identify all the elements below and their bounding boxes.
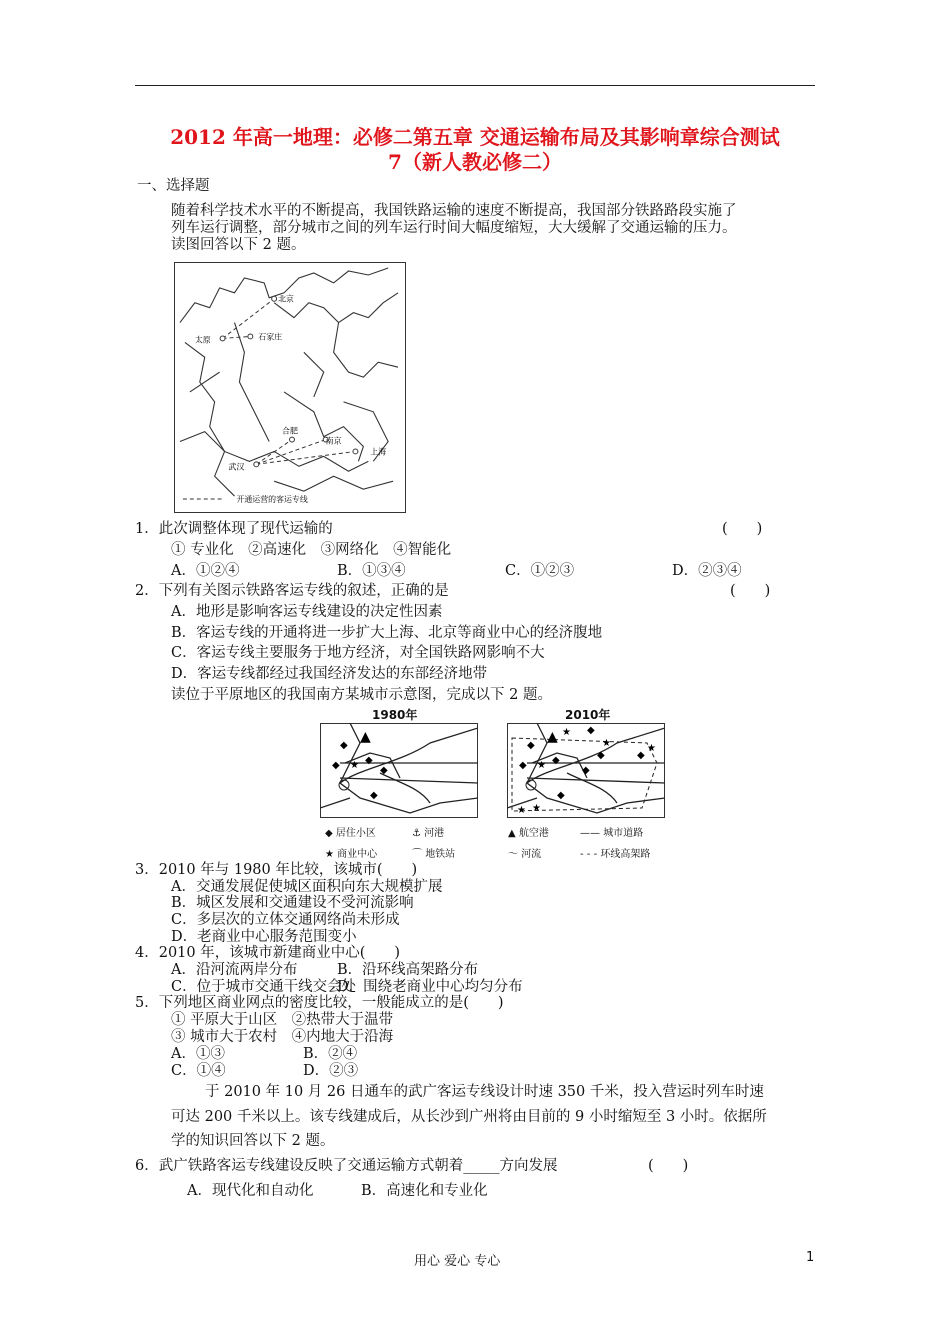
svg-text:◆: ◆ [340, 740, 348, 751]
svg-text:◆: ◆ [519, 760, 527, 771]
q2-option-a: A．地形是影响客运专线建设的决定性因素 [171, 604, 443, 620]
q2-stem: 2．下列有关图示铁路客运专线的叙述，正确的是 [135, 583, 449, 599]
city-label-beijing: 北京 [278, 294, 294, 304]
city-label-nanjing: 南京 [325, 436, 342, 446]
legend-residential: ◆ 居住小区 [325, 828, 376, 839]
q4-option-b: B．沿环线高架路分布 [337, 962, 479, 978]
svg-text:★: ★ [647, 743, 656, 754]
svg-text:◆: ◆ [380, 765, 388, 776]
q2-bracket: ( ) [730, 583, 771, 599]
q5-option-a: A．①③ [171, 1046, 225, 1062]
svg-text:◆: ◆ [557, 790, 565, 801]
intro-3: 学的知识回答以下 2 题。 [171, 1133, 335, 1149]
svg-text:★: ★ [602, 738, 611, 749]
legend-label: 商业中心 [337, 849, 378, 860]
svg-text:★: ★ [350, 760, 359, 771]
svg-text:◆: ◆ [527, 740, 535, 751]
q5-option-b: B．②④ [303, 1046, 358, 1062]
city-map-2010 [507, 723, 665, 818]
intro-line: 读图回答以下 2 题。 [171, 237, 306, 253]
q3-option-a: A．交通发展促使城区面积向东大规模扩展 [171, 879, 443, 895]
svg-text:◆: ◆ [370, 790, 378, 801]
map-year-2010: 2010年 [565, 708, 611, 722]
q5-stem: 5．下列地区商业网点的密度比较，一般能成立的是( ) [135, 995, 504, 1011]
svg-text:★: ★ [532, 803, 541, 814]
legend-river-port: ⚓ 河港 [412, 828, 445, 839]
q5-option-d: D．②③ [303, 1063, 359, 1079]
legend-label: 环线高架路 [600, 849, 651, 860]
q4-stem: 4．2010 年，该城市新建商业中心( ) [135, 945, 401, 961]
railway-map [174, 262, 406, 513]
legend-label: 航空港 [518, 828, 549, 839]
q1-bracket: ( ) [722, 521, 763, 537]
q3-option-c: C．多层次的立体交通网络尚未形成 [171, 912, 400, 928]
legend-river: ～ 河流 [508, 849, 542, 860]
q1-option-b: B．①③④ [337, 563, 406, 579]
q3-stem: 3．2010 年与 1980 年比较，该城市( ) [135, 862, 418, 878]
header-rule [135, 85, 815, 86]
svg-text:★: ★ [562, 727, 571, 738]
svg-text:★: ★ [517, 805, 526, 816]
city-label-wuhan: 武汉 [228, 462, 245, 472]
legend-label: 地铁站 [425, 849, 456, 860]
q1-stem: 1．此次调整体现了现代运输的 [135, 521, 333, 537]
q2-option-d: D．客运专线都经过我国经济发达的东部经济地带 [171, 666, 488, 682]
q1-option-d: D．②③④ [672, 563, 742, 579]
q3-option-d: D．老商业中心服务范围变小 [171, 929, 357, 945]
footer-motto: 用心 爱心 专心 [414, 1254, 501, 1269]
map-year-1980: 1980年 [372, 708, 418, 722]
intro-2: 读位于平原地区的我国南方某城市示意图，完成以下 2 题。 [171, 687, 552, 703]
railway-map-graphic [175, 263, 405, 512]
city-map-1980 [320, 723, 478, 818]
q6-stem: 6．武广铁路客运专线建设反映了交通运输方式朝着_____方向发展 [135, 1158, 558, 1174]
svg-text:◆: ◆ [332, 760, 340, 771]
svg-text:◆: ◆ [365, 755, 373, 766]
svg-text:◆: ◆ [587, 725, 595, 736]
q5-items: ③ 城市大于农村 ④内地大于沿海 [171, 1029, 394, 1045]
city-label-taiyuan: 太原 [194, 335, 211, 345]
svg-text:◆: ◆ [582, 765, 590, 776]
intro-line: 随着科学技术水平的不断提高，我国铁路运输的速度不断提高，我国部分铁路路段实施了 [171, 203, 737, 219]
q2-option-c: C．客运专线主要服务于地方经济，对全国铁路网影响不大 [171, 645, 545, 661]
svg-text:◆: ◆ [597, 750, 605, 761]
page-number: 1 [806, 1250, 815, 1265]
legend-airport: ▲ 航空港 [508, 828, 549, 839]
doc-title-line2: 7（新人教必修二） [388, 150, 562, 174]
svg-text:▲: ▲ [360, 729, 371, 745]
q4-option-c: C．位于城市交通干线交会处 [171, 979, 357, 995]
svg-text:★: ★ [537, 760, 546, 771]
legend-ring-expressway: - - - 环线高架路 [580, 849, 651, 860]
q6-bracket: ( ) [648, 1158, 689, 1174]
legend-subway-station: ⌒ 地铁站 [412, 849, 456, 860]
q2-option-b: B．客运专线的开通将进一步扩大上海、北京等商业中心的经济腹地 [171, 625, 603, 641]
svg-text:◆: ◆ [552, 755, 560, 766]
legend-city-road: —— 城市道路 [580, 828, 644, 839]
q1-items: ① 专业化 ②高速化 ③网络化 ④智能化 [171, 542, 452, 558]
city-label-hefei: 合肥 [282, 426, 298, 436]
svg-text:◆: ◆ [637, 750, 645, 761]
legend-label: 河流 [521, 849, 542, 860]
legend-label: 河港 [424, 828, 445, 839]
section-heading: 一、选择题 [137, 178, 210, 194]
intro-3: 可达 200 千米以上。该专线建成后，从长沙到广州将由目前的 9 小时缩短至 3 小时。依据所 [171, 1109, 767, 1125]
q6-option-b: B．高速化和专业化 [361, 1183, 488, 1199]
intro-line: 列车运行调整，部分城市之间的列车运行时间大幅度缩短，大大缓解了交通运输的压力。 [171, 220, 737, 236]
intro-3: 于 2010 年 10 月 26 日通车的武广客运专线设计时速 350 千米，投入营运时列车时速 [205, 1084, 764, 1100]
q4-option-d: D．围绕老商业中心均匀分布 [337, 979, 523, 995]
legend-label: 城市道路 [603, 828, 644, 839]
q3-option-b: B．城区发展和交通建设不受河流影响 [171, 895, 414, 911]
q5-option-c: C．①④ [171, 1063, 226, 1079]
legend-commercial-center: ★ 商业中心 [325, 849, 378, 860]
doc-title-line1: 2012 年高一地理：必修二第五章 交通运输布局及其影响章综合测试 [170, 125, 780, 149]
q5-items: ① 平原大于山区 ②热带大于温带 [171, 1012, 394, 1028]
q1-option-c: C．①②③ [505, 563, 575, 579]
city-label-shanghai: 上海 [370, 447, 387, 457]
q4-option-a: A．沿河流两岸分布 [171, 962, 298, 978]
city-label-shijiazhuang: 石家庄 [258, 332, 283, 342]
q6-option-a: A．现代化和自动化 [187, 1183, 314, 1199]
legend-label: 居住小区 [335, 828, 376, 839]
q1-option-a: A．①②④ [171, 563, 240, 579]
map-legend-label: 开通运营的客运专线 [236, 495, 308, 505]
svg-text:▲: ▲ [547, 729, 558, 745]
